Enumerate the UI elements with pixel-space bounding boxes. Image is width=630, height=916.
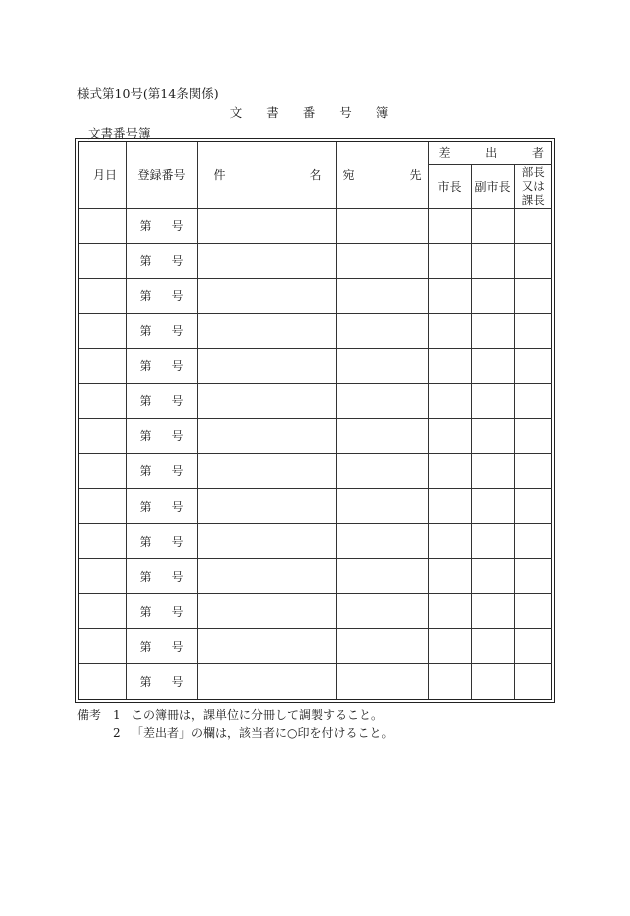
cell-subject[interactable] [197,489,336,524]
cell-mayor[interactable] [428,278,471,313]
row-suffix: 号 [171,289,184,304]
header-month-day [79,142,126,208]
cell-registration-number[interactable] [126,383,197,418]
row-prefix: 第 [139,675,152,690]
header-destination-2: 先 [409,168,422,183]
cell-subject[interactable] [197,594,336,629]
cell-date[interactable] [79,208,126,243]
remark-item [77,724,393,742]
row-prefix: 第 [139,359,152,374]
cell-mayor[interactable] [428,208,471,243]
document-title: 文書番号簿 [229,105,413,120]
cell-subject[interactable] [197,418,336,453]
table-row [79,629,552,664]
document-register-table [79,142,552,699]
row-suffix: 号 [171,394,184,409]
cell-destination[interactable] [336,243,428,278]
cell-director[interactable] [514,664,552,699]
table-row [79,489,552,524]
cell-subject[interactable] [197,383,336,418]
cell-mayor[interactable] [428,383,471,418]
cell-registration-number[interactable] [126,313,197,348]
row-prefix: 第 [139,324,152,339]
cell-date[interactable] [79,664,126,699]
header-subject [197,142,336,208]
row-prefix: 第 [139,499,152,514]
cell-deputy-mayor[interactable] [471,348,514,383]
cell-deputy-mayor[interactable] [471,559,514,594]
cell-date[interactable] [79,278,126,313]
table-row [79,524,552,559]
table-row [79,559,552,594]
cell-deputy-mayor[interactable] [471,524,514,559]
row-prefix: 第 [139,219,152,234]
cell-mayor[interactable] [428,664,471,699]
cell-subject[interactable] [197,524,336,559]
cell-subject[interactable] [197,664,336,699]
table-row [79,313,552,348]
cell-mayor[interactable] [428,418,471,453]
table-row [79,208,552,243]
remark-number: 1 [113,708,121,722]
cell-deputy-mayor[interactable] [471,489,514,524]
cell-date[interactable] [79,489,126,524]
cell-mayor[interactable] [428,453,471,488]
cell-deputy-mayor[interactable] [471,453,514,488]
cell-destination[interactable] [336,418,428,453]
row-prefix: 第 [139,639,152,654]
header-registration-number: 登録番号 [126,142,197,208]
cell-director[interactable] [514,418,552,453]
row-suffix: 号 [171,254,184,269]
cell-director[interactable] [514,489,552,524]
cell-mayor[interactable] [428,629,471,664]
header-deputy-mayor: 副市長 [471,164,514,208]
cell-date[interactable] [79,594,126,629]
cell-subject[interactable] [197,208,336,243]
cell-mayor[interactable] [428,348,471,383]
cell-subject[interactable] [197,559,336,594]
cell-director[interactable] [514,629,552,664]
cell-registration-number[interactable] [126,629,197,664]
header-sender-2: 出 [485,146,498,161]
row-prefix: 第 [139,254,152,269]
cell-date[interactable] [79,418,126,453]
header-subject-1: 件 [213,168,226,183]
cell-destination[interactable] [336,594,428,629]
row-suffix: 号 [171,534,184,549]
cell-date[interactable] [79,559,126,594]
cell-subject[interactable] [197,453,336,488]
cell-destination[interactable] [336,664,428,699]
table-row [79,243,552,278]
form-number: 様式第10号(第14条関係) [77,86,219,101]
row-suffix: 号 [171,429,184,444]
header-destination-1: 宛 [342,168,355,183]
row-prefix: 第 [139,289,152,304]
row-prefix: 第 [139,534,152,549]
cell-subject[interactable] [197,313,336,348]
cell-director[interactable] [514,278,552,313]
row-suffix: 号 [171,604,184,619]
remark-text: 「差出者」の欄は，該当者に○印を付けること。 [131,726,394,740]
cell-director[interactable] [514,594,552,629]
cell-subject[interactable] [197,629,336,664]
cell-destination[interactable] [336,629,428,664]
cell-deputy-mayor[interactable] [471,383,514,418]
cell-director[interactable] [514,524,552,559]
cell-registration-number[interactable] [126,559,197,594]
cell-mayor[interactable] [428,313,471,348]
cell-mayor[interactable] [428,594,471,629]
header-day: 日 [105,168,118,183]
header-subject-2: 名 [309,168,322,183]
row-suffix: 号 [171,569,184,584]
cell-mayor[interactable] [428,559,471,594]
cell-registration-number[interactable] [126,524,197,559]
cell-registration-number[interactable] [126,278,197,313]
cell-destination[interactable] [336,559,428,594]
table-caption: 文書番号簿 [88,126,151,141]
cell-registration-number[interactable] [126,594,197,629]
cell-mayor[interactable] [428,243,471,278]
cell-destination[interactable] [336,313,428,348]
remarks-label: 備考 [77,708,102,722]
header-sender [428,142,552,164]
cell-director[interactable] [514,559,552,594]
cell-subject[interactable] [197,243,336,278]
cell-deputy-mayor[interactable] [471,664,514,699]
cell-date[interactable] [79,383,126,418]
header-mayor: 市長 [428,164,471,208]
register-table-frame [75,138,555,703]
table-row [79,664,552,699]
header-destination [336,142,428,208]
cell-registration-number[interactable] [126,489,197,524]
cell-mayor[interactable] [428,489,471,524]
header-director-1: 部長 [521,165,545,179]
cell-date[interactable] [79,524,126,559]
table-row [79,594,552,629]
cell-deputy-mayor[interactable] [471,629,514,664]
cell-registration-number[interactable] [126,348,197,383]
table-row [79,453,552,488]
table-row [79,418,552,453]
row-suffix: 号 [171,324,184,339]
cell-deputy-mayor[interactable] [471,594,514,629]
cell-deputy-mayor[interactable] [471,418,514,453]
cell-deputy-mayor[interactable] [471,278,514,313]
cell-deputy-mayor[interactable] [471,313,514,348]
header-director-2: 又は [521,179,545,193]
register-table-inner-frame [78,141,552,700]
row-suffix: 号 [171,639,184,654]
cell-director[interactable] [514,348,552,383]
remark-number: 2 [113,726,121,740]
cell-destination[interactable] [336,348,428,383]
cell-date[interactable] [79,313,126,348]
cell-registration-number[interactable] [126,243,197,278]
cell-destination[interactable] [336,278,428,313]
cell-mayor[interactable] [428,524,471,559]
row-suffix: 号 [171,675,184,690]
header-director [514,164,552,208]
header-month: 月 [93,168,106,183]
cell-director[interactable] [514,453,552,488]
table-row [79,278,552,313]
remark-text: この簿冊は，課単位に分冊して調製すること。 [131,708,384,722]
header-director-3: 課長 [521,193,545,207]
cell-director[interactable] [514,243,552,278]
cell-destination[interactable] [336,208,428,243]
row-prefix: 第 [139,569,152,584]
cell-date[interactable] [79,629,126,664]
header-sender-1: 差 [438,146,451,161]
cell-director[interactable] [514,383,552,418]
cell-director[interactable] [514,313,552,348]
row-suffix: 号 [171,359,184,374]
header-sender-3: 者 [532,146,545,161]
row-prefix: 第 [139,394,152,409]
cell-destination[interactable] [336,489,428,524]
row-prefix: 第 [139,464,152,479]
cell-subject[interactable] [197,278,336,313]
cell-date[interactable] [79,453,126,488]
cell-destination[interactable] [336,383,428,418]
cell-destination[interactable] [336,453,428,488]
cell-destination[interactable] [336,524,428,559]
remark-item [77,706,393,724]
cell-subject[interactable] [197,348,336,383]
table-row [79,348,552,383]
cell-registration-number[interactable] [126,664,197,699]
row-suffix: 号 [171,219,184,234]
cell-registration-number[interactable] [126,418,197,453]
row-suffix: 号 [171,464,184,479]
remarks [77,706,393,742]
cell-date[interactable] [79,243,126,278]
cell-deputy-mayor[interactable] [471,208,514,243]
row-prefix: 第 [139,604,152,619]
table-row [79,383,552,418]
cell-registration-number[interactable] [126,453,197,488]
row-suffix: 号 [171,499,184,514]
cell-registration-number[interactable] [126,208,197,243]
row-prefix: 第 [139,429,152,444]
cell-director[interactable] [514,208,552,243]
cell-date[interactable] [79,348,126,383]
cell-deputy-mayor[interactable] [471,243,514,278]
